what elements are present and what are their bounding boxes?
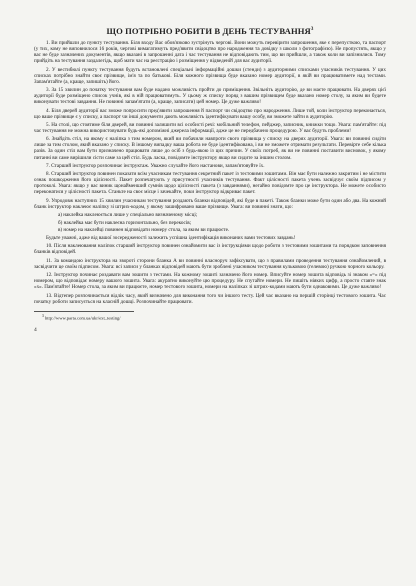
instructions-list [34,40,386,210]
instruction-paragraph: 3. За 15 хвилин до початку тестування вам буде надано можливість пройти до приміщення. Звільніть аудиторію, де ви маєте працювати. На дверях цієї аудиторії буде розміщено список учнів, які в ній працюватимуть. У цьому ж списку поряд з вашим прізвищем буде вказано номер столу, за яким ви будете виконувати тестові завдання. Не повинні запам'ятати (а, краще, записати) цей номер. Це дуже важливо! [34,87,386,106]
instruction-paragraph: 13. Відтепер розпочинається відлік часу, який визначено для виконання того чи іншого тесту. Цей час вказано на першій сторінці тестового зошита. Час початку роботи записується на класній дошці. Розпочинайте працювати. [34,292,386,305]
instruction-paragraph: 6. Знайдіть стіл, на якому є наліпка з тим номером, який ви побачили навпроти свого прізвища у списку на дверях аудиторії. Увага: ви повинні сидіти лише за тим столом, який вказано у списку. В іншому випадку ваша робота не буде ідентифікована, і ви не зможете отримати результати. Перевірте себе кілька разів. За один стіл вам бути призначено працювати лише до осіб з будь-якою із цих причин. У своїх потреб, як ви не повинні поставити висновок, у якому питанні ви саме вирішили сісти саме за цей стіл. Будь ласка, повідомте інструктору якщо ви сидите за іншим столом. [34,136,386,161]
instruction-paragraph: 11. За командою інструктора на звороті сторони бланка А ви повинні власноруч зафіксувати, що з правилами проведення тестування ознайомлений, в засвідчити це своїм підписом. Увага: всі записи у бланках відповідей мають бути зроблені учасником тестування кульковою (гелевою) ручкою чорного кольору. [34,257,386,270]
instruction-paragraph: 5. На столі, що стоятиме біля дверей, ви повинні залишити всі особисті речі: мобільний телефон, пейджер, записник, книжки тощо. Увага: пам'ятайте: під час тестування не можна використовувати будь-які допоміжні джерела інформації, адже це не передбачено процедурою. У вас будуть проблеми! [34,121,386,134]
instruction-paragraph: 12. Інструктор починає роздавати вам зошити з тестами. На кожному зошиті зазначено його номер. Вписуйте номер зошита відповідь зі знаком «=» під номером, що відповідає номеру вашого зошита. Увага: акуратно виконуйте цю процедуру. Не спутайте номери. Не пишіть ніяких цифр, а просто ставте знак «х». Пам'ятайте! Номер стола, за яким ви працюєте, номер тестового зошита, номери на наліпках зі штрих-кодами мають бути однаковими. Це дуже важливо! [34,272,386,291]
footnote-url[interactable]: http://www.parta.com.ua/ukr/ext_testing/ [44,315,121,321]
footnote: $^3$ http://www.parta.com.ua/ukr/ext_testing/ [42,313,121,321]
sticker-rule: а) наклейка наклеюється лише у спеціально визначеному місці; [58,212,198,219]
title-footnote-ref: 3 [310,27,314,33]
instruction-paragraph: Будьте уважні, адже від вашої зосередженості залежить успішна ідентифікація виконаних вами тестових завдань! [46,235,296,242]
instruction-paragraph: 9. Упродовж наступних 15 хвилин учасникам тестування роздають бланки відповідей, які буде в пакеті. Також бланки може бути один або два. На кожний бланк інструктор наклеює наліпку зі штрих-кодом, у якому зашифровано ваше прізвище. Увага: ви повинні знати, що: [34,197,386,210]
instructions-list-continued [34,235,386,305]
sticker-requirements [34,212,386,233]
page-number: 4 [34,326,37,333]
sticker-rule: б) наклейка має бути наклеєна горизонтально, без перекосів; [58,219,192,226]
instruction-paragraph: 8. Старший інструктор повинен показати всім учасникам тестування секретний пакет із тестовими зошитами. Він має бути належно закритим і не містити ознак пошкодження його цілісності. Пакет розпечатують у присутності учасників тестування. Факт цілісності пакета учень засвідчує своїм підписом у протоколі. Увага: якщо у вас виник щонайменший сумнів щодо цілісності пакета (з завданнями), негайно повідомте про це інструктора. Не можете особисто переконатися у цілісності пакета. Станьте на своє місце і зачекайте, поки інструктор відкриває пакет. [34,171,386,196]
instruction-paragraph: 10. Після наклеювання наліпок старший інструктор повинен ознайомити вас із інструкціями щодо роботи з тестовими зошитами та порядком заповнення бланків відповідей. [34,243,386,256]
page-title: ЩО ПОТРІБНО РОБИТИ В ДЕНЬ ТЕСТУВАННЯ$^3$ [106,26,314,36]
instruction-paragraph: 2. У вестибюлі пункту тестування будуть встановлені спеціальні інформаційні дошки (стенди) з аудиторними списками учасників тестування. У цих списках потрібно знайти своє прізвище, ім'я та по батькові. Біля кожного прізвища буде вказано номер аудиторії, в якій ви працюватимете над тестами. Запам'ятайте (а, краще, запишіть) його. [34,66,386,85]
instruction-paragraph: 4. Біля дверей аудиторії вас зможе попросити пред'явити запрошення й паспорт чи свідоцтво про народження. Лише той, коли інструктор переконається, що ваше прізвище є у списку, а паспорт чи інші документи дають можливість ідентифікувати вашу особу, ви зможете зайти в аудиторію. [34,107,386,120]
instruction-paragraph: 1. Ви прийшли до пункту тестування. Біля входу Вас обов'язково зустрінуть черговi. Вони можуть перевірити запрошення, яке є перепусткою, та паспорт (у тих, кому не виповнилося 16 років, черговi вимагатимуть пред'явити свідоцтво про народження та довідку з школи з фотографією). Не пропустять, якщо у вас не буде зазначених документів, якщо вказані в запрошенні дата і час тестування не відповідають тим, що ви прийшли, а також коли ви запізнилися. Тому прийдіть на тестування заздалегідь, щоб мати час на реєстрацію і розміщення у відведеній для вас аудиторії. [34,40,386,65]
footnote-divider [34,311,134,312]
instruction-paragraph: 7. Старший інструктор розпочинає інструктаж. Уважно слухайте його настанови, запам'ятовуйте їх. [46,162,265,169]
sticker-rule: в) номер на наклейці повинен відповідати номеру стола, за яким ви працюєте. [58,227,230,234]
